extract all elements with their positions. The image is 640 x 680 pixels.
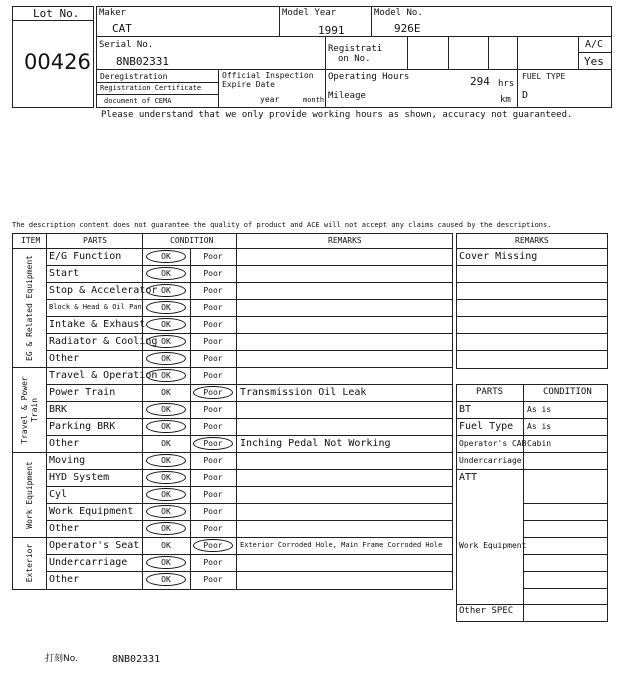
ac-label: A/C [585, 39, 604, 50]
remark-text: Transmission Oil Leak [240, 387, 367, 398]
condition-circle-mark [146, 420, 186, 433]
poor-option: Poor [203, 473, 223, 482]
fuel-type-label: FUEL TYPE [522, 72, 566, 81]
poor-option: Poor [203, 269, 223, 278]
poor-option: Poor [203, 337, 223, 346]
condition-circle-mark [146, 488, 186, 501]
part-name: Other [49, 574, 80, 585]
part-name: Moving [49, 455, 86, 466]
poor-option: Poor [203, 303, 223, 312]
part-name: Operator's Seat [49, 540, 140, 551]
condition-circle-mark [146, 556, 186, 569]
part-name: Undercarriage [459, 456, 522, 465]
remark-text: Exterior Corroded Hole, Main Frame Corroded Hole [240, 541, 443, 549]
part-name: Cyl [49, 489, 68, 500]
part-name: BT [459, 404, 472, 415]
condition-circle-mark [146, 318, 186, 331]
poor-option: Poor [203, 575, 223, 584]
ok-option: OK [161, 558, 171, 567]
condition-circle-mark [146, 267, 186, 280]
poor-option: Poor [203, 252, 223, 261]
ok-option: OK [161, 269, 171, 278]
part-name: Start [49, 268, 80, 279]
ok-option: OK [161, 490, 171, 499]
ok-option: OK [161, 524, 171, 533]
ok-option: OK [161, 405, 171, 414]
ok-option: OK [161, 575, 171, 584]
part-name: BRK [49, 404, 68, 415]
poor-option: Poor [203, 439, 223, 448]
ok-option: OK [161, 456, 171, 465]
poor-option: Poor [203, 541, 223, 550]
right-parts-header: PARTS [476, 387, 504, 397]
poor-option: Poor [203, 524, 223, 533]
maker-value: CAT [112, 22, 132, 35]
hours-disclaimer: Please understand that we only provide working hours as shown, accuracy not guaranteed. [101, 110, 573, 120]
part-name: Stop & Accelerator [49, 285, 158, 296]
poor-option: Poor [203, 371, 223, 380]
poor-option: Poor [203, 558, 223, 567]
condition-header: CONDITION [170, 236, 214, 245]
inspection-label: Official Inspection [222, 71, 314, 80]
cema-label: document of CEMA [104, 97, 172, 105]
group-label-eg: EG & Related Equipment [25, 255, 34, 361]
deregistration-label: Deregistration [100, 72, 168, 81]
inspection-label-2: Expire Date [222, 80, 275, 89]
operating-hours-label: Operating Hours [328, 72, 410, 82]
model-no-value: 926E [394, 22, 421, 35]
item-header: ITEM [21, 236, 41, 245]
group-label-travel-2: Train [30, 397, 39, 423]
part-condition: Cabin [527, 439, 552, 448]
other-spec-label: Other SPEC [459, 606, 514, 616]
maker-label: Maker [99, 8, 127, 18]
condition-circle-mark [146, 284, 186, 297]
ok-option: OK [161, 473, 171, 482]
condition-circle-mark [146, 522, 186, 535]
parts-header: PARTS [83, 236, 108, 245]
poor-option: Poor [203, 320, 223, 329]
group-label-work: Work Equipment [25, 461, 34, 529]
condition-circle-mark [146, 301, 186, 314]
condition-circle-mark [193, 386, 233, 399]
condition-circle-mark [146, 369, 186, 382]
part-name: Block & Head & Oil Pan [49, 303, 142, 311]
model-year-value: 1991 [318, 24, 345, 37]
poor-option: Poor [203, 490, 223, 499]
lot-label: Lot No. [33, 7, 80, 20]
part-name: Parking BRK [49, 421, 116, 432]
ok-option: OK [161, 439, 171, 448]
work-equipment-label: Work Equipment [459, 541, 527, 550]
condition-circle-mark [146, 403, 186, 416]
ok-option: OK [161, 507, 171, 516]
condition-circle-mark [146, 352, 186, 365]
model-no-label: Model No. [374, 8, 423, 18]
part-name: E/G Function [49, 251, 122, 262]
condition-circle-mark [146, 471, 186, 484]
ok-option: OK [161, 371, 171, 380]
part-condition: As is [527, 405, 552, 414]
ok-option: OK [161, 286, 171, 295]
description-disclaimer: The description content does not guarantee the quality of product and ACE will not accept any claims caused by the descriptions. [12, 221, 552, 229]
part-name: Work Equipment [49, 506, 134, 517]
part-name: Other [49, 353, 80, 364]
model-year-label: Model Year [282, 8, 337, 18]
part-name: Other [49, 523, 80, 534]
serial-label: Serial No. [99, 40, 154, 50]
ac-value: Yes [584, 55, 604, 68]
remark-line: Cover Missing [459, 251, 538, 262]
group-label-travel: Travel & Power [20, 376, 29, 444]
ok-option: OK [161, 354, 171, 363]
registration-label-2: on No. [338, 54, 371, 64]
ok-option: OK [161, 320, 171, 329]
poor-option: Poor [203, 456, 223, 465]
ok-option: OK [161, 337, 171, 346]
operating-hours-value: 294 [470, 75, 490, 88]
remark-text: Inching Pedal Not Working [240, 438, 391, 449]
part-name: HYD System [49, 472, 110, 483]
condition-circle-mark [146, 505, 186, 518]
reg-cert-label: Registration Certificate [100, 84, 202, 92]
fuel-type-value: D [522, 90, 529, 101]
right-condition-header: CONDITION [543, 387, 592, 397]
registration-label: Registrati [328, 44, 383, 54]
condition-circle-mark [193, 539, 233, 552]
condition-circle-mark [146, 454, 186, 467]
engraved-number: 8NB02331 [112, 654, 161, 665]
right-remarks-header: REMARKS [515, 236, 549, 245]
hrs-unit: hrs [498, 79, 515, 89]
mileage-label: Mileage [328, 91, 366, 101]
condition-circle-mark [146, 250, 186, 263]
serial-value: 8NB02331 [116, 55, 169, 68]
part-name: ATT [459, 472, 478, 483]
condition-circle-mark [146, 573, 186, 586]
group-label-exterior: Exterior [25, 543, 34, 583]
ok-option: OK [161, 541, 171, 550]
poor-option: Poor [203, 507, 223, 516]
part-name: Radiator & Cooling [49, 336, 158, 347]
poor-option: Poor [203, 388, 223, 397]
condition-circle-mark [146, 335, 186, 348]
part-name: Intake & Exhaust [49, 319, 146, 330]
month-label: month [303, 96, 325, 104]
poor-option: Poor [203, 405, 223, 414]
part-name: Undercarriage [49, 557, 128, 568]
engraved-label: 打刻No. [45, 654, 78, 664]
part-name: Power Train [49, 387, 116, 398]
ok-option: OK [161, 422, 171, 431]
lot-number: 00426 [24, 50, 91, 74]
ok-option: OK [161, 388, 171, 397]
year-label: year [260, 95, 280, 104]
part-name: Fuel Type [459, 421, 514, 432]
poor-option: Poor [203, 354, 223, 363]
part-condition: As is [527, 422, 552, 431]
ok-option: OK [161, 252, 171, 261]
remarks-header: REMARKS [328, 236, 362, 245]
km-unit: km [500, 95, 511, 105]
part-name: Travel & Operation [49, 370, 158, 381]
poor-option: Poor [203, 422, 223, 431]
ok-option: OK [161, 303, 171, 312]
part-name: Operator's CAB [459, 439, 527, 448]
poor-option: Poor [203, 286, 223, 295]
part-name: Other [49, 438, 80, 449]
condition-circle-mark [193, 437, 233, 450]
